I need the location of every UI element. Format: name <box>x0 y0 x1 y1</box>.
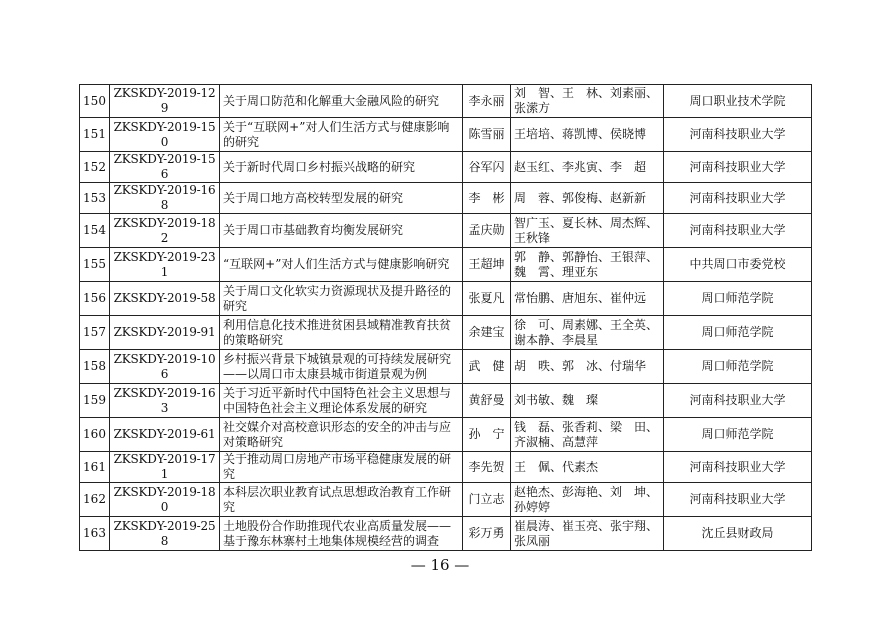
row-number: 163 <box>80 517 110 551</box>
table-row <box>80 517 812 551</box>
project-code: ZKSKDY-2019-258 <box>110 517 220 551</box>
project-title: 关于推动周口房地产市场平稳健康发展的研究 <box>220 452 463 483</box>
team-members: 徐 可、周素娜、王全英、谢本静、李晨星 <box>511 316 664 350</box>
row-number: 150 <box>80 85 110 118</box>
organization: 河南科技职业大学 <box>664 483 812 517</box>
project-title: 乡村振兴背景下城镇景观的可持续发展研究——以周口市太康县城市街道景观为例 <box>220 350 463 384</box>
table-row <box>80 282 812 316</box>
row-number: 159 <box>80 384 110 418</box>
project-code: ZKSKDY-2019-150 <box>110 118 220 152</box>
team-members: 刘书敏、魏 璨 <box>511 384 664 418</box>
team-members: 智广玉、夏长林、周杰辉、王秋锋 <box>511 214 664 248</box>
principal-investigator: 孙 宁 <box>463 418 511 452</box>
principal-investigator: 王超坤 <box>463 248 511 282</box>
row-number: 156 <box>80 282 110 316</box>
team-members: 常怡鹏、唐旭东、崔仲远 <box>511 282 664 316</box>
row-number: 157 <box>80 316 110 350</box>
project-title: 关于习近平新时代中国特色社会主义思想与中国特色社会主义理论体系发展的研究 <box>220 384 463 418</box>
project-title: 关于周口防范和化解重大金融风险的研究 <box>220 85 463 118</box>
principal-investigator: 李 彬 <box>463 183 511 214</box>
project-code: ZKSKDY-2019-106 <box>110 350 220 384</box>
table-row <box>80 183 812 214</box>
team-members: 崔晨涛、崔玉亮、张宇翔、张凤丽 <box>511 517 664 551</box>
principal-investigator: 李先贺 <box>463 452 511 483</box>
project-code: ZKSKDY-2019-91 <box>110 316 220 350</box>
team-members: 王培培、蒋凯博、侯晓博 <box>511 118 664 152</box>
row-number: 153 <box>80 183 110 214</box>
principal-investigator: 余建宝 <box>463 316 511 350</box>
row-number: 162 <box>80 483 110 517</box>
page-number: — 16 — <box>410 556 470 574</box>
project-code: ZKSKDY-2019-171 <box>110 452 220 483</box>
table-row <box>80 85 812 118</box>
table-row <box>80 214 812 248</box>
row-number: 161 <box>80 452 110 483</box>
organization: 河南科技职业大学 <box>664 152 812 183</box>
table-row <box>80 384 812 418</box>
team-members: 胡 昳、郭 冰、付瑞华 <box>511 350 664 384</box>
table-row <box>80 418 812 452</box>
organization: 河南科技职业大学 <box>664 384 812 418</box>
table-row <box>80 152 812 183</box>
team-members: 周 蓉、郭俊梅、赵新新 <box>511 183 664 214</box>
organization: 河南科技职业大学 <box>664 118 812 152</box>
project-code: ZKSKDY-2019-168 <box>110 183 220 214</box>
organization: 周口职业技术学院 <box>664 85 812 118</box>
project-title: 本科层次职业教育试点思想政治教育工作研究 <box>220 483 463 517</box>
table-row <box>80 316 812 350</box>
principal-investigator: 孟庆勋 <box>463 214 511 248</box>
table-row <box>80 452 812 483</box>
principal-investigator: 武 健 <box>463 350 511 384</box>
project-title: 关于新时代周口乡村振兴战略的研究 <box>220 152 463 183</box>
project-title: 关于周口文化软实力资源现状及提升路径的研究 <box>220 282 463 316</box>
table-row <box>80 248 812 282</box>
team-members: 钱 磊、张香莉、梁 田、齐淑楠、高慧萍 <box>511 418 664 452</box>
project-title: “互联网+”对人们生活方式与健康影响研究 <box>220 248 463 282</box>
row-number: 152 <box>80 152 110 183</box>
project-title: 土地股份合作助推现代农业高质量发展——基于豫东林寨村土地集体规模经营的调查 <box>220 517 463 551</box>
table-row <box>80 350 812 384</box>
principal-investigator: 张夏凡 <box>463 282 511 316</box>
organization: 河南科技职业大学 <box>664 183 812 214</box>
principal-investigator: 黄舒曼 <box>463 384 511 418</box>
project-title: 关于“互联网+”对人们生活方式与健康影响的研究 <box>220 118 463 152</box>
project-title: 社交媒介对高校意识形态的安全的冲击与应对策略研究 <box>220 418 463 452</box>
row-number: 158 <box>80 350 110 384</box>
project-title: 利用信息化技术推进贫困县域精准教育扶贫的策略研究 <box>220 316 463 350</box>
project-code: ZKSKDY-2019-182 <box>110 214 220 248</box>
organization: 河南科技职业大学 <box>664 214 812 248</box>
project-code: ZKSKDY-2019-129 <box>110 85 220 118</box>
organization: 沈丘县财政局 <box>664 517 812 551</box>
row-number: 160 <box>80 418 110 452</box>
project-table-body <box>80 85 812 551</box>
project-title: 关于周口市基础教育均衡发展研究 <box>220 214 463 248</box>
team-members: 郭 静、郭静怡、王银萍、魏 霄、理亚东 <box>511 248 664 282</box>
project-title: 关于周口地方高校转型发展的研究 <box>220 183 463 214</box>
team-members: 王 佩、代素杰 <box>511 452 664 483</box>
organization: 周口师范学院 <box>664 282 812 316</box>
principal-investigator: 门立志 <box>463 483 511 517</box>
row-number: 151 <box>80 118 110 152</box>
organization: 周口师范学院 <box>664 316 812 350</box>
project-code: ZKSKDY-2019-231 <box>110 248 220 282</box>
project-code: ZKSKDY-2019-180 <box>110 483 220 517</box>
organization: 中共周口市委党校 <box>664 248 812 282</box>
project-code: ZKSKDY-2019-61 <box>110 418 220 452</box>
organization: 周口师范学院 <box>664 350 812 384</box>
principal-investigator: 陈雪丽 <box>463 118 511 152</box>
project-code: ZKSKDY-2019-156 <box>110 152 220 183</box>
principal-investigator: 彩万勇 <box>463 517 511 551</box>
principal-investigator: 李永丽 <box>463 85 511 118</box>
project-table <box>79 84 812 551</box>
table-row <box>80 118 812 152</box>
project-code: ZKSKDY-2019-58 <box>110 282 220 316</box>
organization: 周口师范学院 <box>664 418 812 452</box>
row-number: 154 <box>80 214 110 248</box>
row-number: 155 <box>80 248 110 282</box>
team-members: 赵玉红、李兆寅、李 超 <box>511 152 664 183</box>
principal-investigator: 谷军闪 <box>463 152 511 183</box>
team-members: 赵艳杰、彭海艳、刘 坤、孙婷婷 <box>511 483 664 517</box>
team-members: 刘 智、王 林、刘素丽、张潆方 <box>511 85 664 118</box>
organization: 河南科技职业大学 <box>664 452 812 483</box>
project-code: ZKSKDY-2019-163 <box>110 384 220 418</box>
table-row <box>80 483 812 517</box>
